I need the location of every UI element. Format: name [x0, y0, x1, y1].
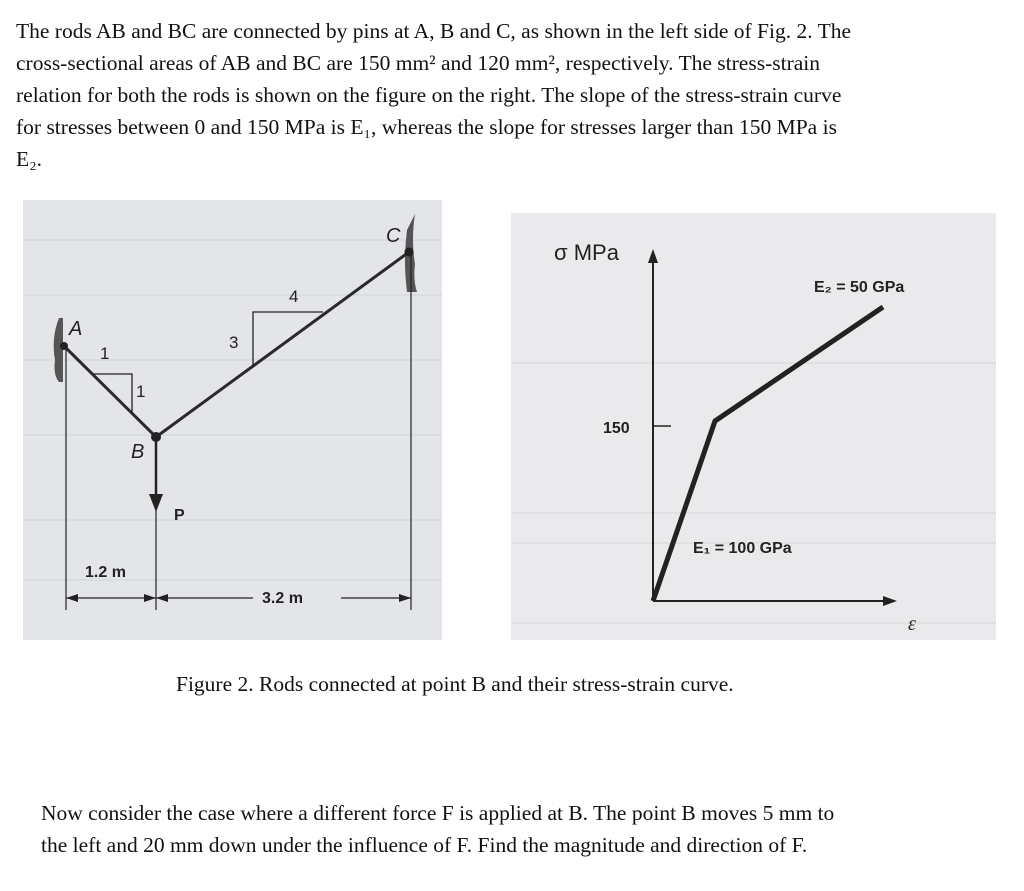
pin-a	[60, 342, 68, 350]
intro-line: cross-sectional areas of AB and BC are 150 mm² and 120 mm², respectively. The stress-strain	[16, 51, 821, 75]
y-axis-arrowhead	[648, 249, 658, 263]
dim-right-label: 3.2 m	[262, 590, 303, 607]
question-line: the left and 20 mm down under the influence of F. Find the magnitude and direction of F.	[41, 833, 808, 857]
stress-strain-chart	[511, 213, 996, 640]
problem-intro	[16, 15, 1011, 175]
pin-c	[405, 248, 414, 257]
slope-bc-vertical-label: 3	[229, 333, 239, 352]
slope-bc-horizontal-label: 4	[289, 287, 299, 306]
question-line: Now consider the case where a different force F is applied at B. The point B moves 5 mm to	[41, 801, 835, 825]
load-arrow	[149, 494, 163, 512]
stress-strain-panel	[511, 213, 996, 640]
slope-ab-horizontal-label: 1	[100, 344, 110, 363]
x-axis-label: ε	[908, 613, 916, 635]
rod-diagram-panel	[23, 200, 442, 640]
wall-a	[54, 318, 63, 382]
label-a: A	[69, 318, 83, 340]
dim-left-label: 1.2 m	[85, 564, 126, 581]
tick-label-150: 150	[603, 420, 630, 437]
intro-line: The rods AB and BC are connected by pins at A, B and C, as shown in the left side of Fig. 2. The	[16, 19, 851, 43]
figure-caption: Figure 2. Rods connected at point B and their stress-strain curve.	[176, 672, 734, 696]
intro-line: E₂.	[16, 147, 43, 171]
intro-line: relation for both the rods is shown on the figure on the right. The slope of the stress-strain curve	[16, 83, 842, 107]
problem-question	[16, 797, 1011, 861]
load-label: P	[174, 507, 185, 524]
x-axis-arrowhead	[883, 596, 897, 606]
e2-label: E₂ = 50 GPa	[814, 279, 905, 296]
intro-line: for stresses between 0 and 150 MPa is E₁, whereas the slope for stresses larger than 150 MPa is	[16, 115, 837, 139]
rod-diagram	[23, 200, 442, 640]
rod-bc	[156, 252, 409, 437]
label-c: C	[386, 225, 401, 247]
e1-label: E₁ = 100 GPa	[693, 540, 792, 557]
slope-ab-vertical-label: 1	[136, 382, 146, 401]
label-b: B	[131, 441, 145, 463]
y-axis-label: σ MPa	[554, 240, 619, 265]
